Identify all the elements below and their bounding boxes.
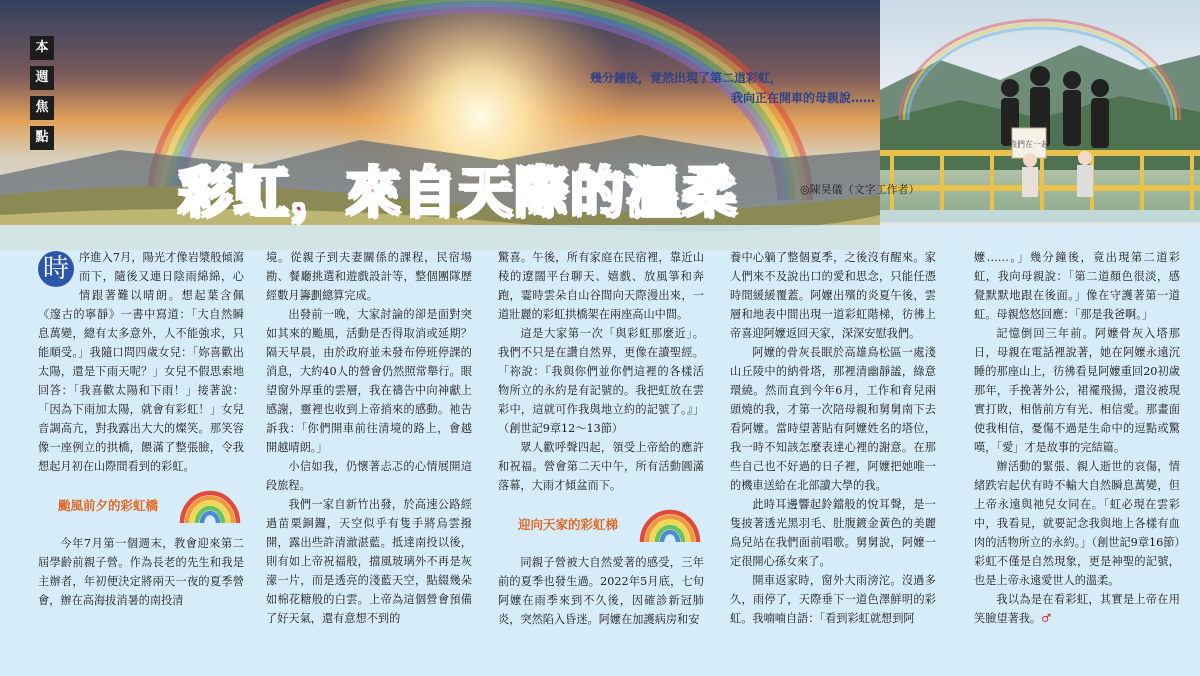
- subheading-text: 迎向天家的彩虹梯: [518, 516, 619, 532]
- article-body: [0, 240, 1200, 676]
- section-tag: [30, 36, 54, 150]
- paragraph: 今年7月第一個週末，教會迎來第二屆學齡前親子營。作為長老的先生和我是主辦者，年初便決定將兩天一夜的夏季營會，辦在高海拔消暑的南投清: [38, 537, 244, 607]
- subheading-text: 颱風前夕的彩虹橋: [58, 497, 159, 513]
- paragraph: 出發前一晚，大家討論的卻是面對突如其來的颱風，活動是否得取消或延期？隔天早晨，由於政府並未發布停班停課的消息，大約40人的營會仍然照常舉行。眼望窗外厚重的雲層，我在禱告中向神獻上感謝，靈裡也收到上帝捎來的感動。祂告訴我：「你們開車前往清境的路上，會越開越晴朗。」: [266, 308, 472, 454]
- section-tag-char: 本: [30, 36, 54, 60]
- dropcap: 時: [38, 251, 74, 287]
- paragraph: 阿嬤的骨灰長眠於高雄鳥松區一處淺山丘陵中的納骨塔，那裡清幽靜謐，綠意環繞。然而直到今年6月，工作和育兒兩頭燒的我，才第一次陪母親和舅舅南下去看阿嬤。當時望著貼有阿嬤姓名的塔位，我一時不知該怎麼表達心裡的謝意。在那些自己也不好過的日子裡，阿嬤把她唯一的機車送給在北部讀大學的我。: [730, 346, 936, 492]
- article-title: 彩虹，來自天際的溫柔: [178, 160, 738, 224]
- paragraph: 辦活動的緊張、親人逝世的哀傷，情緒跌宕起伏有時不輸大自然瞬息萬變，但上帝永遠與祂兒女同在。「虹必現在雲彩中，我看見，就要記念我與地上各樣有血肉的活物所立的永約。」（創世記9章16節）彩虹不僅是自然現象，更是神聖的記號，也是上帝永遠愛世人的溫柔。: [974, 460, 1180, 587]
- paragraph: 同親子營被大自然愛著的感受，三年前的夏季也發生過。2022年5月底，七旬阿嬤在雨季來到不久後，因確診新冠肺炎，突然陷入昏迷。阿嬤在加護病房和安: [498, 556, 704, 626]
- column-4: [730, 248, 936, 628]
- paragraph-text: 序進入7月，陽光才像岩漿般傾瀉而下，隨後又連日陰雨綿綿，心情跟著難以晴朗。想起葉含佩《邃古的寧靜》一書中寫道：「大自然瞬息萬變，總有太多意外，人不能強求，只能順受。」我隨口問四歲女兒：「妳喜歡出太陽，還是下雨天呢？」女兒不假思索地回答：「我喜歡太陽和下雨！」接著說：「因為下雨加太陽，就會有彩虹！」女兒音調高亢，對我露出大大的燦笑。那笑容像一座例立的拱橋，餵滿了整張臉，令我想起月初在山際間看到的彩虹。: [38, 251, 244, 473]
- family-on-bridge-image: [880, 0, 1200, 222]
- column-3: [498, 248, 704, 629]
- pull-quote-line2: 我向正在開車的母親說……: [730, 91, 875, 105]
- subheading: [38, 482, 244, 528]
- paragraph: [974, 590, 1180, 628]
- photo-sign-text: 我們在一起: [1009, 140, 1049, 149]
- paragraph: 嬤……。」幾分鐘後，竟出現第二道彩虹，我向母親說：「第二道顏色很淡，感覺默默地跟在後面。」像在守護著第一道虹。母親悠悠回應：「那是我爸啊。」: [974, 251, 1180, 321]
- paragraph: 眾人歡呼聲四起，領受上帝給的應許和祝福。營會第二天中午，所有活動圓滿落幕，大雨才傾盆而下。: [498, 441, 704, 492]
- subheading: [498, 501, 704, 547]
- pull-quote-line1: 幾分鐘後，竟然出現了第二道彩虹，: [590, 71, 783, 85]
- rainbow-icon: [176, 485, 244, 525]
- rainbow-icon: [636, 504, 704, 544]
- paragraph: 養中心躺了整個夏季，之後沒有醒來。家人們來不及說出口的愛和思念，只能任憑時間緩緩覆蓋。阿嬤出殯的炎夏午後，雲層和地表中間出現一道彩虹階梯，彷彿上帝喜迎阿嬤返回天家，深深安慰我們。: [730, 251, 936, 340]
- paragraph: 記憶倒回三年前。阿嬤骨灰入塔那日，母親在電話裡說著，她在阿嬤永遠沉睡的那座山上，彷彿看見阿嬤重回20初歲那年，手挽著外公，裙襬飛揚，還沒被現實打敗，相偕前方有光、相信愛。那畫面使我相信，憂傷不過是生命中的逗點或驚嘆，「愛」才是故事的完結篇。: [974, 327, 1180, 454]
- pull-quote: [560, 68, 875, 108]
- paragraph: 這是大家第一次「與彩虹那麼近」。我們不只是在讚自然界，更像在讀聖經。「祢說：『我與你們並你們這裡的各樣活物所立的永約是有記號的。我把虹放在雲彩中，這就可作我與地立約的記號了。』」（創世記9章12～13節）: [498, 327, 704, 435]
- author-byline: ◎陳昊儀（文字工作者）: [800, 183, 920, 196]
- section-tag-char: 週: [30, 66, 54, 90]
- paragraph: 小信如我，仍懷著忐忑的心情展開這段旅程。: [266, 460, 472, 492]
- section-tag-char: 焦: [30, 96, 54, 120]
- paragraph: 驚喜。午後，所有家庭在民宿裡，靠近山稜的遼闊平台聊天、嬉戲、放風箏和奔跑，霎時雲朵自山谷間向天際漫出來，一道壯麗的彩虹拱橋架在兩座高山中間。: [498, 251, 704, 321]
- paragraph: 此時耳邊響起鈴鐺般的悅耳聲，是一隻披著透光黑羽毛、肚腹鍍金黃色的美麗鳥兒站在我們面前唱歌。舅舅說，阿嬤一定很開心孫女來了。: [730, 498, 936, 568]
- column-5: [974, 248, 1180, 628]
- family-photo: [880, 0, 1200, 222]
- section-tag-char: 點: [30, 126, 54, 150]
- column-2: [266, 248, 472, 628]
- paragraph: [38, 248, 244, 476]
- column-1: [38, 248, 244, 610]
- end-mark-icon: ♂: [1041, 611, 1052, 625]
- paragraph: 我們一家自新竹出發，於高速公路經過苗栗銅鑼，天空似乎有隻手將烏雲撥開，露出些許清澈湛藍。抵達南投以後，則有如上帝祝福般，擋風玻璃外不再是灰濛一片，而是透亮的淺藍天空，點綴幾朵如棉花糖般的白雲。上帝為這個營會預備了好天氣，還有意想不到的: [266, 498, 472, 625]
- paragraph: 境。從親子到夫妻關係的課程，民宿場勘、餐廳挑選和遊戲設計等，整個團隊歷經數月籌劃總算完成。: [266, 251, 472, 302]
- paragraph-text: 我以為是在看彩虹，其實是上帝在用笑臉望著我。: [974, 593, 1180, 625]
- paragraph: 開車返家時，窗外大雨滂沱。沒過多久，雨停了，天際垂下一道色澤鮮明的彩虹。我喃喃自語：「看到彩虹就想到阿: [730, 574, 936, 625]
